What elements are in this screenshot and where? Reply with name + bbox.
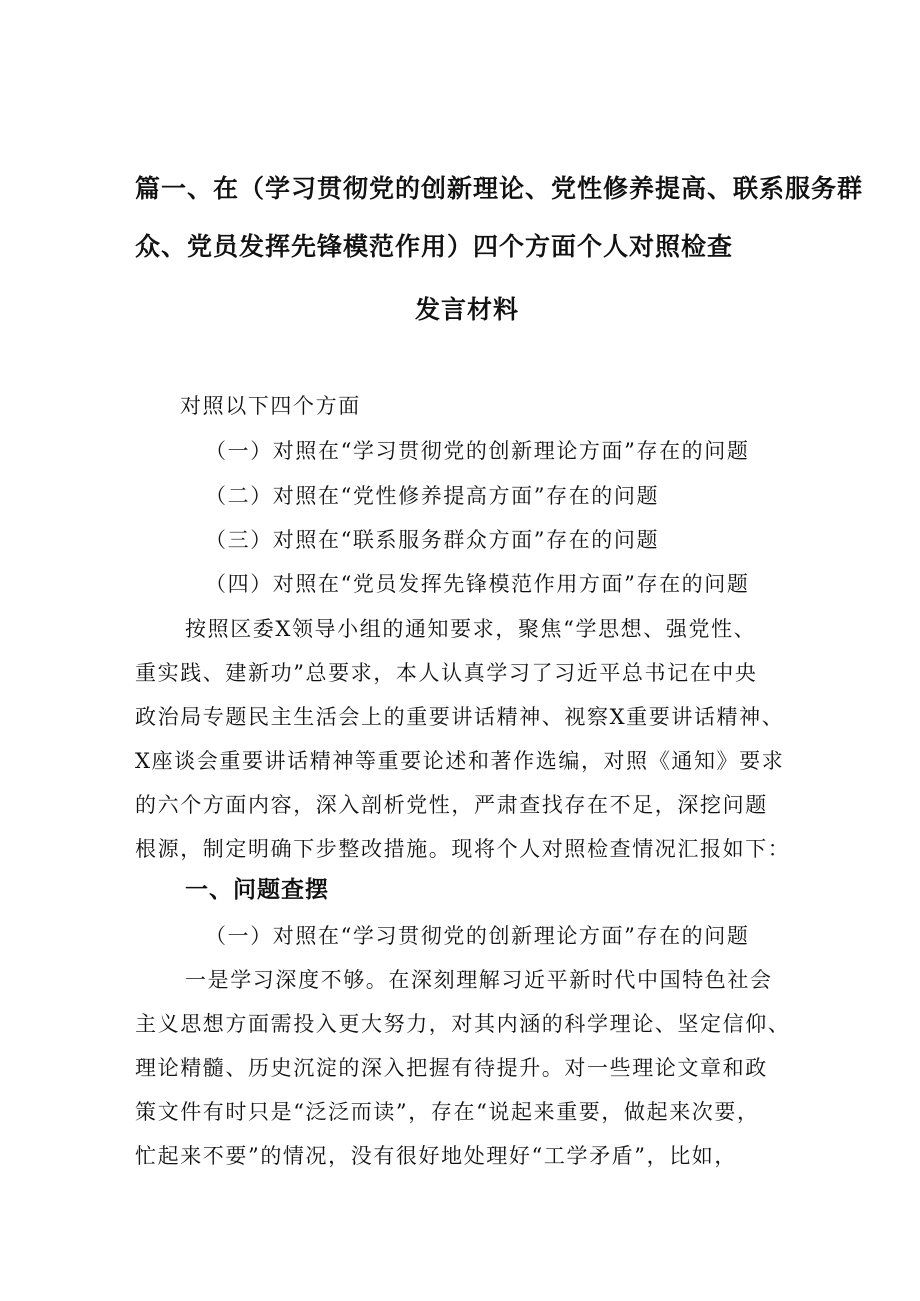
point-line: 一是学习深度不够。在深刻理解习近平新时代中国特色社会 [185, 968, 773, 992]
point-line: 主义思想方面需投入更大努力，对其内涵的科学理论、坚定信仰、 [135, 1012, 791, 1036]
title-line-1: 篇一、在（学习贯彻党的创新理论、党性修养提高、联系服务群 [135, 174, 864, 203]
point-line: 策文件有时只是“泛泛而读”，存在“说起来重要，做起来次要， [135, 1100, 760, 1124]
paragraph-line: 的六个方面内容，深入剖析党性，严肃查找存在不足，深挖问题 [135, 793, 768, 817]
paragraph-line: 根源，制定明确下步整改措施。现将个人对照检查情况汇报如下： [135, 837, 791, 861]
title-line-2: 众、党员发挥先锋模范作用）四个方面个人对照检查 [135, 232, 734, 261]
aspect-item: （一）对照在“学习贯彻党的创新理论方面”存在的问题 [205, 439, 750, 463]
paragraph-line: 政治局专题民主生活会上的重要讲话精神、视察X重要讲话精神、 [135, 705, 785, 729]
intro-text: 对照以下四个方面 [180, 394, 361, 418]
aspect-item: （四）对照在“党员发挥先锋模范作用方面”存在的问题 [205, 572, 750, 596]
title-line-3: 发言材料 [415, 295, 520, 324]
point-line: 忙起来不要”的情况，没有很好地处理好“工学矛盾”，比如， [135, 1144, 738, 1168]
section-heading: 一、问题查摆 [185, 877, 329, 903]
paragraph-line: 按照区委X领导小组的通知要求，聚焦“学思想、强党性、 [185, 617, 757, 641]
paragraph-line: 重实践、建新功”总要求，本人认真学习了习近平总书记在中央 [135, 661, 758, 685]
aspect-item: （二）对照在“党性修养提高方面”存在的问题 [205, 484, 660, 508]
aspect-item: （三）对照在“联系服务群众方面”存在的问题 [205, 528, 660, 552]
paragraph-line: X座谈会重要讲话精神等重要论述和著作选编，对照《通知》要求 [135, 749, 785, 773]
subsection-heading: （一）对照在“学习贯彻党的创新理论方面”存在的问题 [205, 924, 750, 948]
point-line: 理论精髓、历史沉淀的深入把握有待提升。对一些理论文章和政 [135, 1056, 768, 1080]
